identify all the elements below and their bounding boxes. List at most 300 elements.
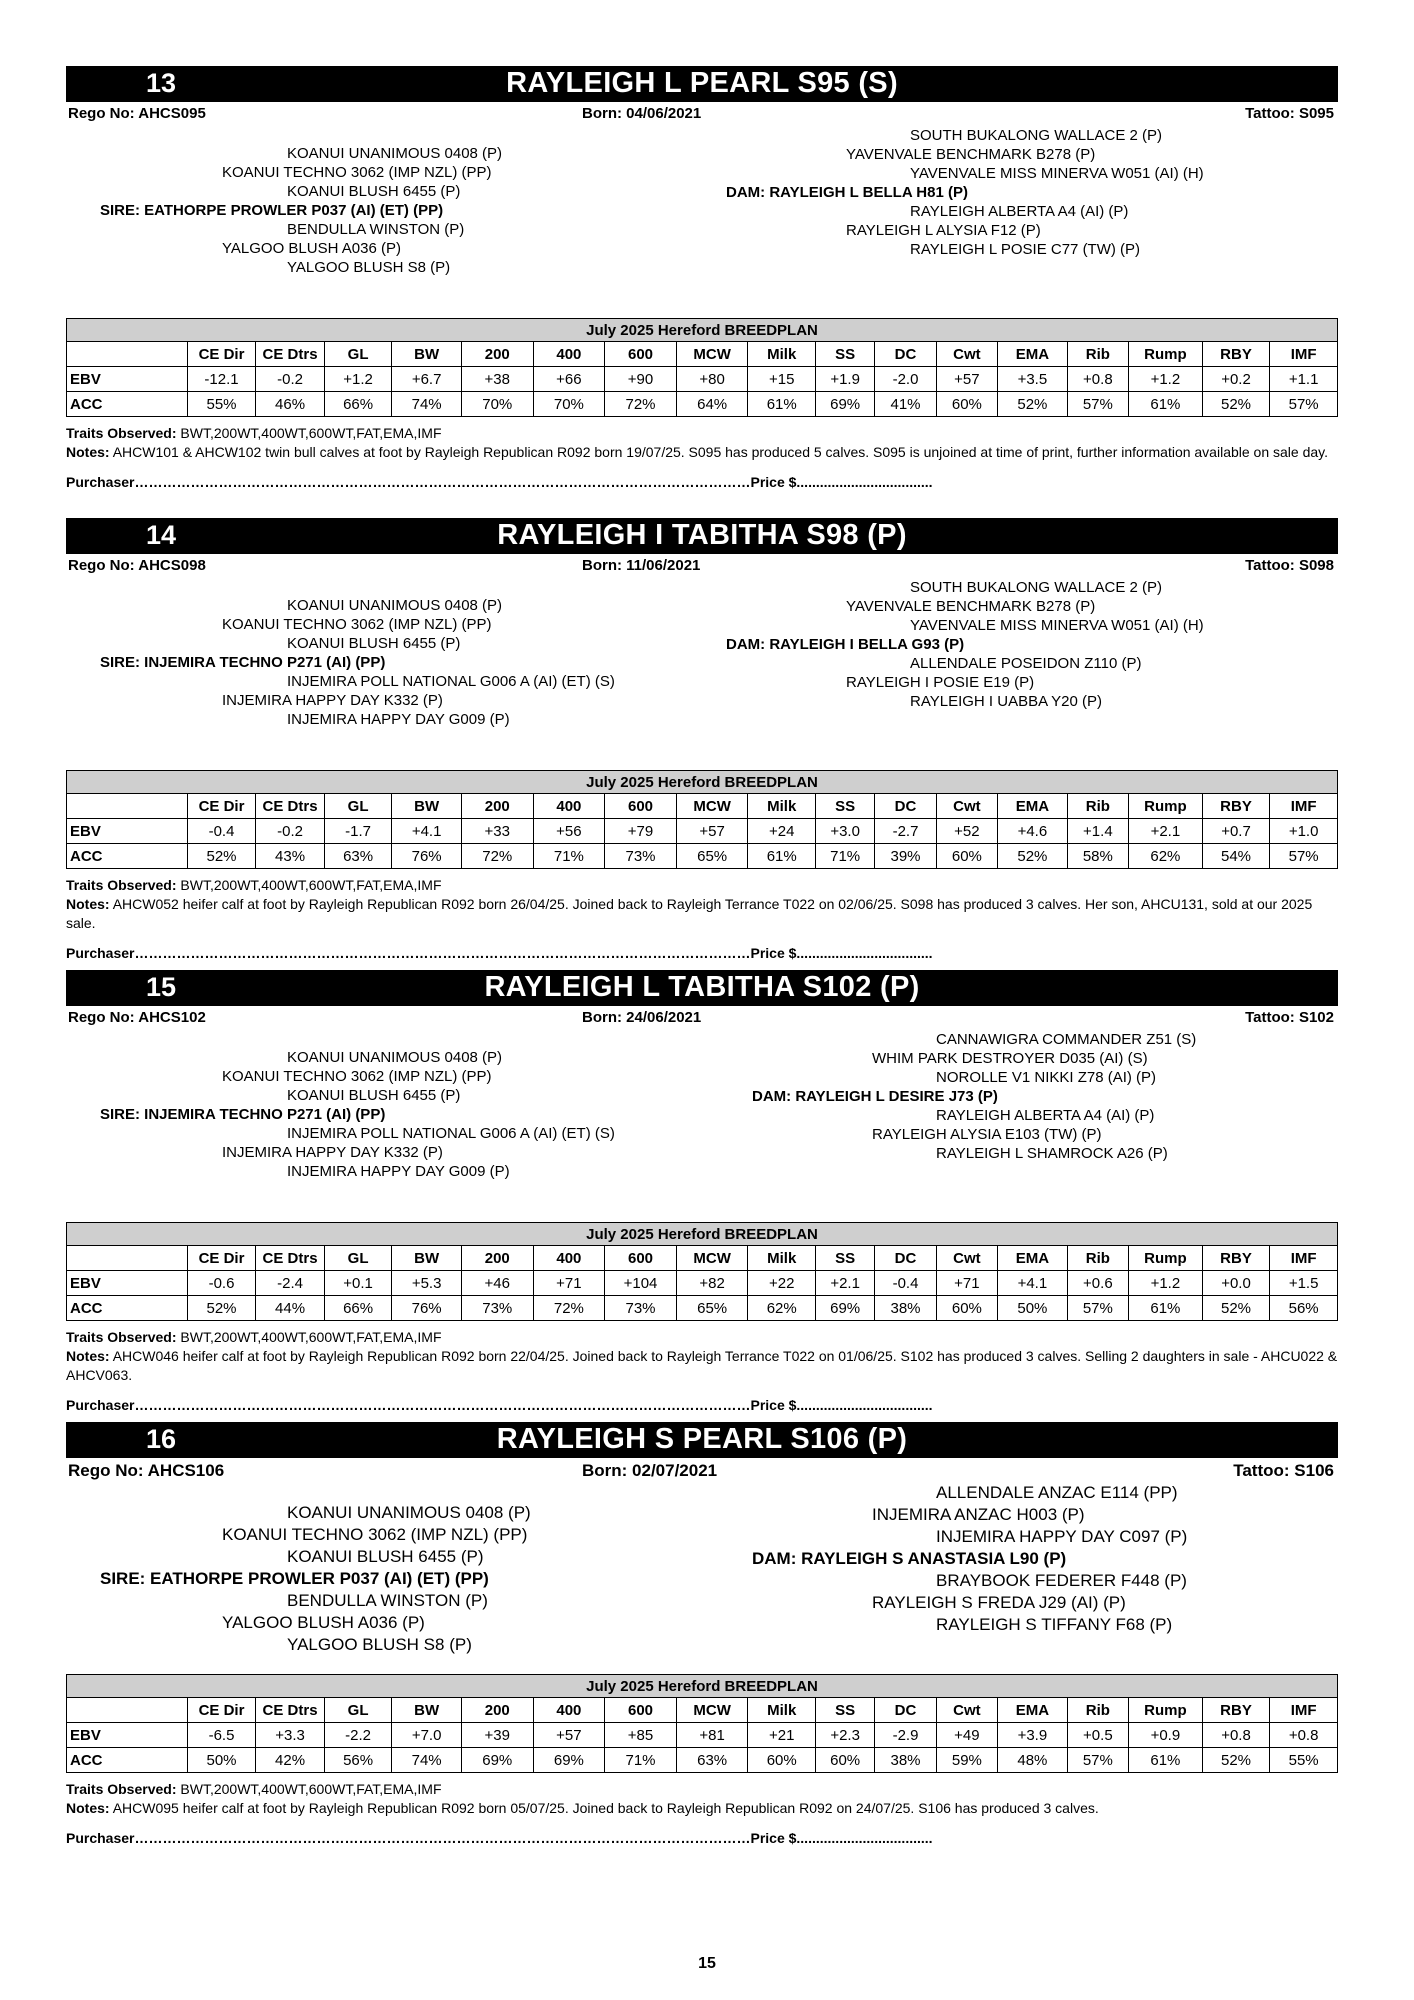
acc-value: 57% [1270,392,1338,417]
sire-name: SIRE: EATHORPE PROWLER P037 (AI) (ET) (PP) [100,1569,489,1588]
acc-value: 58% [1067,844,1128,869]
traits-observed: BWT,200WT,400WT,600WT,FAT,EMA,IMF [180,1329,442,1345]
ebv-value: -1.7 [324,819,392,844]
ebv-value: +1.4 [1067,819,1128,844]
notes-text: AHCW095 heifer calf at foot by Rayleigh Republican R092 born 05/07/25. Joined back to Rayleigh Republican R092 on 24/07/25. S106 has produced 3 calves. [112,1800,1099,1816]
acc-value: 65% [676,1296,748,1321]
ebv-value: +0.5 [1067,1723,1128,1748]
rego-number: Rego No: AHCS095 [68,105,206,122]
trait-header: EMA [998,1698,1068,1723]
acc-value: 55% [187,392,256,417]
sire-ancestor: KOANUI TECHNO 3062 (IMP NZL) (PP) [222,1525,528,1544]
traits-observed-line [66,876,1338,895]
ebv-value: +4.1 [998,1271,1068,1296]
acc-value: 69% [533,1748,605,1773]
traits-observed-line [66,424,1338,443]
sire-ancestor: INJEMIRA HAPPY DAY K332 (P) [222,1144,443,1161]
ebv-value: +0.8 [1067,367,1128,392]
acc-value: 72% [461,844,533,869]
ebv-value: +0.7 [1202,819,1270,844]
sire-ancestor: KOANUI TECHNO 3062 (IMP NZL) (PP) [222,1068,492,1085]
table-title-row [67,771,1338,794]
ebv-value: -12.1 [187,367,256,392]
acc-value: 38% [875,1296,936,1321]
trait-header: Milk [748,1698,816,1723]
acc-value: 69% [815,392,874,417]
dam-ancestor: RAYLEIGH I UABBA Y20 (P) [910,693,1103,710]
birth-date: Born: 04/06/2021 [582,105,702,122]
ebv-value: -2.0 [875,367,936,392]
ebv-label: EBV [67,819,188,844]
notes-block [66,1328,1338,1385]
notes-label: Notes: [66,896,110,912]
trait-header: SS [815,1246,874,1271]
lot-banner [66,970,1338,1006]
trait-header: DC [875,794,936,819]
ebv-value: +1.2 [324,367,392,392]
ebv-label: EBV [67,1723,188,1748]
acc-label: ACC [67,1748,188,1773]
trait-header: 600 [605,794,677,819]
ebv-value: +81 [676,1723,748,1748]
ebv-value: +57 [936,367,997,392]
dam-ancestor: INJEMIRA ANZAC H003 (P) [872,1505,1085,1524]
trait-header: BW [392,1246,462,1271]
acc-value: 52% [1202,1296,1270,1321]
trait-header: 400 [533,1246,605,1271]
acc-value: 73% [605,844,677,869]
acc-value: 54% [1202,844,1270,869]
acc-value: 76% [392,844,462,869]
trait-header: 400 [533,1698,605,1723]
trait-header: CE Dir [187,1246,256,1271]
trait-header: 200 [461,794,533,819]
acc-value: 52% [1202,1748,1270,1773]
ebv-value: +79 [605,819,677,844]
breedplan-table [66,770,1338,869]
header-corner [67,1246,188,1271]
ebv-value: +2.1 [815,1271,874,1296]
trait-header-row [67,1246,1338,1271]
birth-date: Born: 11/06/2021 [582,557,701,574]
ebv-value: +3.9 [998,1723,1068,1748]
lot-entry [66,66,1338,490]
trait-header: EMA [998,794,1068,819]
dam-ancestor: ALLENDALE ANZAC E114 (PP) [936,1483,1178,1502]
tattoo: Tattoo: S098 [1245,557,1334,574]
animal-name: RAYLEIGH S PEARL S106 (P) [496,1423,908,1455]
acc-value: 60% [815,1748,874,1773]
acc-value: 61% [1129,1748,1203,1773]
trait-header: 200 [461,342,533,367]
animal-name: RAYLEIGH I TABITHA S98 (P) [497,519,907,551]
dam-ancestor: RAYLEIGH L POSIE C77 (TW) (P) [910,241,1141,258]
dam-ancestor: RAYLEIGH L SHAMROCK A26 (P) [936,1145,1168,1162]
info-row [66,102,1338,124]
sire-ancestor: KOANUI BLUSH 6455 (P) [287,1547,484,1566]
acc-value: 73% [461,1296,533,1321]
sire-ancestor: KOANUI BLUSH 6455 (P) [287,1087,461,1104]
dam-ancestor: YAVENVALE BENCHMARK B278 (P) [846,598,1096,615]
trait-header: CE Dtrs [256,1698,325,1723]
ebv-value: +0.6 [1067,1271,1128,1296]
ebv-value: -2.9 [875,1723,936,1748]
trait-header: GL [324,342,392,367]
dam-ancestor: CANNAWIGRA COMMANDER Z51 (S) [936,1031,1197,1048]
trait-header: Cwt [936,794,997,819]
trait-header: CE Dir [187,794,256,819]
ebv-value: +1.1 [1270,367,1338,392]
ebv-value: -2.4 [256,1271,325,1296]
trait-header: Cwt [936,1698,997,1723]
trait-header: Rib [1067,794,1128,819]
acc-value: 70% [461,392,533,417]
acc-value: 73% [605,1296,677,1321]
notes-label: Notes: [66,1348,110,1364]
trait-header: GL [324,1246,392,1271]
ebv-value: +3.5 [998,367,1068,392]
trait-header: IMF [1270,342,1338,367]
acc-value: 69% [815,1296,874,1321]
traits-observed-label: Traits Observed: [66,877,177,893]
ebv-row [67,1271,1338,1296]
acc-value: 60% [936,392,997,417]
animal-name: RAYLEIGH L PEARL S95 (S) [506,67,898,99]
header-corner [67,1698,188,1723]
purchaser-line: Purchaser……………………………………………………………………………………………………………………Price $................................... [66,945,933,961]
ebv-value: +4.6 [998,819,1068,844]
notes-text: AHCW101 & AHCW102 twin bull calves at foot by Rayleigh Republican R092 born 19/07/25. S095 has produced 5 calves. S095 is unjoined at time of print, further information available on sale day. [112,444,1329,460]
info-row [66,1458,1338,1480]
purchaser-line: Purchaser……………………………………………………………………………………………………………………Price $................................... [66,1830,933,1846]
acc-value: 57% [1067,1748,1128,1773]
acc-value: 52% [998,844,1068,869]
notes-text: AHCW046 heifer calf at foot by Rayleigh Republican R092 born 22/04/25. Joined back to Rayleigh Terrance T022 on 01/06/25. S102 has produced 3 calves. Selling 2 daughters in sale - AHCU022 & AHCV063. [66,1348,1338,1383]
ebv-value: +15 [748,367,816,392]
ebv-value: +0.8 [1270,1723,1338,1748]
traits-observed: BWT,200WT,400WT,600WT,FAT,EMA,IMF [180,1781,442,1797]
ebv-value: -2.7 [875,819,936,844]
acc-value: 56% [324,1748,392,1773]
acc-value: 64% [676,392,748,417]
traits-observed-label: Traits Observed: [66,425,177,441]
sire-ancestor: YALGOO BLUSH A036 (P) [222,1613,425,1632]
dam-name: DAM: RAYLEIGH I BELLA G93 (P) [726,636,965,653]
acc-value: 61% [1129,1296,1203,1321]
dam-ancestor: YAVENVALE MISS MINERVA W051 (AI) (H) [910,617,1204,634]
purchaser-line: Purchaser……………………………………………………………………………………………………………………Price $................................... [66,1397,933,1413]
ebv-value: +6.7 [392,367,462,392]
ebv-value: +3.3 [256,1723,325,1748]
lot-entry [66,1422,1338,1846]
info-row [66,1006,1338,1028]
breedplan-table [66,1222,1338,1321]
ebv-value: +3.0 [815,819,874,844]
sire-ancestor: KOANUI UNANIMOUS 0408 (P) [287,1503,531,1522]
trait-header: Cwt [936,342,997,367]
trait-header: BW [392,342,462,367]
ebv-value: -0.2 [256,819,325,844]
ebv-value: +24 [748,819,816,844]
acc-value: 66% [324,1296,392,1321]
trait-header: MCW [676,794,748,819]
acc-value: 63% [324,844,392,869]
ebv-value: +46 [461,1271,533,1296]
acc-value: 52% [1202,392,1270,417]
dam-ancestor: RAYLEIGH S TIFFANY F68 (P) [936,1615,1173,1634]
ebv-value: +66 [533,367,605,392]
lot-banner [66,66,1338,102]
acc-value: 72% [533,1296,605,1321]
sire-ancestor: KOANUI BLUSH 6455 (P) [287,635,461,652]
notes-line [66,1799,1338,1818]
notes-line [66,443,1338,462]
dam-ancestor: YAVENVALE MISS MINERVA W051 (AI) (H) [910,165,1204,182]
sire-ancestor: INJEMIRA HAPPY DAY G009 (P) [287,711,510,728]
acc-value: 70% [533,392,605,417]
dam-ancestor: ALLENDALE POSEIDON Z110 (P) [910,655,1142,672]
ebv-value: +0.9 [1129,1723,1203,1748]
trait-header: BW [392,794,462,819]
trait-header: RBY [1202,1698,1270,1723]
ebv-value: +1.0 [1270,819,1338,844]
ebv-value: +0.0 [1202,1271,1270,1296]
table-title-row [67,1675,1338,1698]
ebv-value: -2.2 [324,1723,392,1748]
trait-header-row [67,794,1338,819]
sire-name: SIRE: INJEMIRA TECHNO P271 (AI) (PP) [100,1106,386,1123]
notes-block [66,424,1338,462]
acc-value: 52% [187,1296,256,1321]
traits-observed-label: Traits Observed: [66,1781,177,1797]
ebv-value: +56 [533,819,605,844]
ebv-value: +1.9 [815,367,874,392]
ebv-row [67,1723,1338,1748]
ebv-value: +0.1 [324,1271,392,1296]
notes-block [66,876,1338,933]
trait-header: DC [875,1698,936,1723]
dam-ancestor: RAYLEIGH ALYSIA E103 (TW) (P) [872,1126,1102,1143]
ebv-value: +1.2 [1129,367,1203,392]
trait-header: CE Dtrs [256,1246,325,1271]
ebv-value: -6.5 [187,1723,256,1748]
trait-header: RBY [1202,1246,1270,1271]
acc-value: 62% [1129,844,1203,869]
ebv-value: +80 [676,367,748,392]
breedplan-table [66,318,1338,417]
table-title-row [67,1223,1338,1246]
birth-date: Born: 24/06/2021 [582,1009,702,1026]
tattoo: Tattoo: S106 [1233,1461,1334,1480]
trait-header-row [67,1698,1338,1723]
rego-number: Rego No: AHCS102 [68,1009,206,1026]
ebv-value: +85 [605,1723,677,1748]
dam-ancestor: RAYLEIGH L ALYSIA F12 (P) [846,222,1041,239]
trait-header: Rump [1129,1246,1203,1271]
ebv-value: +2.1 [1129,819,1203,844]
trait-header: CE Dtrs [256,342,325,367]
trait-header: DC [875,1246,936,1271]
table-title: July 2025 Hereford BREEDPLAN [67,771,1338,794]
ebv-value: +71 [936,1271,997,1296]
ebv-row [67,367,1338,392]
dam-ancestor: RAYLEIGH ALBERTA A4 (AI) (P) [936,1107,1155,1124]
dam-ancestor: SOUTH BUKALONG WALLACE 2 (P) [910,127,1162,144]
dam-ancestor: RAYLEIGH ALBERTA A4 (AI) (P) [910,203,1129,220]
acc-value: 72% [605,392,677,417]
ebv-value: +21 [748,1723,816,1748]
trait-header: IMF [1270,1246,1338,1271]
acc-value: 71% [533,844,605,869]
trait-header: IMF [1270,1698,1338,1723]
lot-number: 14 [146,520,177,550]
dam-ancestor: WHIM PARK DESTROYER D035 (AI) (S) [872,1050,1148,1067]
dam-name: DAM: RAYLEIGH L DESIRE J73 (P) [752,1088,998,1105]
acc-value: 66% [324,392,392,417]
trait-header: Cwt [936,1246,997,1271]
ebv-value: +71 [533,1271,605,1296]
acc-value: 50% [998,1296,1068,1321]
trait-header: DC [875,342,936,367]
table-title-row [67,319,1338,342]
acc-value: 55% [1270,1748,1338,1773]
notes-label: Notes: [66,444,110,460]
trait-header: Milk [748,794,816,819]
trait-header: MCW [676,342,748,367]
trait-header: Rump [1129,1698,1203,1723]
sire-ancestor: INJEMIRA POLL NATIONAL G006 A (AI) (ET) (S) [287,1125,615,1142]
sire-ancestor: BENDULLA WINSTON (P) [287,221,465,238]
lot-number: 13 [146,68,177,98]
trait-header: SS [815,794,874,819]
table-title: July 2025 Hereford BREEDPLAN [67,1675,1338,1698]
acc-value: 62% [748,1296,816,1321]
sire-name: SIRE: INJEMIRA TECHNO P271 (AI) (PP) [100,654,386,671]
trait-header: EMA [998,1246,1068,1271]
acc-value: 65% [676,844,748,869]
lot-banner [66,518,1338,554]
dam-ancestor: BRAYBOOK FEDERER F448 (P) [936,1571,1187,1590]
acc-value: 52% [187,844,256,869]
dam-ancestor: NOROLLE V1 NIKKI Z78 (AI) (P) [936,1069,1157,1086]
lot-entry [66,970,1338,1413]
ebv-value: +49 [936,1723,997,1748]
trait-header: 400 [533,342,605,367]
ebv-value: +22 [748,1271,816,1296]
ebv-value: +0.8 [1202,1723,1270,1748]
acc-value: 69% [461,1748,533,1773]
acc-value: 61% [748,392,816,417]
ebv-value: +7.0 [392,1723,462,1748]
purchaser-line: Purchaser……………………………………………………………………………………………………………………Price $................................... [66,474,933,490]
trait-header: MCW [676,1246,748,1271]
trait-header: EMA [998,342,1068,367]
sire-ancestor: INJEMIRA HAPPY DAY K332 (P) [222,692,443,709]
ebv-value: -0.4 [875,1271,936,1296]
rego-number: Rego No: AHCS106 [68,1461,225,1480]
acc-value: 60% [748,1748,816,1773]
acc-value: 74% [392,1748,462,1773]
sire-ancestor: YALGOO BLUSH A036 (P) [222,240,401,257]
ebv-value: +90 [605,367,677,392]
acc-value: 56% [1270,1296,1338,1321]
trait-header: 400 [533,794,605,819]
dam-ancestor: YAVENVALE BENCHMARK B278 (P) [846,146,1096,163]
acc-value: 41% [875,392,936,417]
ebv-value: +4.1 [392,819,462,844]
acc-value: 76% [392,1296,462,1321]
ebv-value: -0.2 [256,367,325,392]
pedigree [66,1028,1338,1214]
dam-ancestor: RAYLEIGH S FREDA J29 (AI) (P) [872,1593,1126,1612]
ebv-value: +39 [461,1723,533,1748]
trait-header: RBY [1202,794,1270,819]
acc-label: ACC [67,392,188,417]
ebv-value: +2.3 [815,1723,874,1748]
acc-value: 42% [256,1748,325,1773]
trait-header: Rib [1067,1698,1128,1723]
trait-header: Rump [1129,342,1203,367]
acc-value: 61% [748,844,816,869]
acc-value: 74% [392,392,462,417]
notes-text: AHCW052 heifer calf at foot by Rayleigh Republican R092 born 26/04/25. Joined back to Rayleigh Terrance T022 on 02/06/25. S098 has produced 3 calves. Her son, AHCU131, sold at our 2025 sale. [66,896,1313,931]
acc-value: 57% [1270,844,1338,869]
pedigree [66,124,1338,310]
acc-value: 52% [998,392,1068,417]
acc-value: 71% [815,844,874,869]
tattoo: Tattoo: S095 [1245,105,1334,122]
acc-value: 61% [1129,392,1203,417]
trait-header: MCW [676,1698,748,1723]
acc-value: 38% [875,1748,936,1773]
lot-number: 16 [146,1424,177,1454]
ebv-value: -0.4 [187,819,256,844]
trait-header: Milk [748,342,816,367]
ebv-value: +57 [533,1723,605,1748]
trait-header: SS [815,342,874,367]
acc-value: 60% [936,1296,997,1321]
tattoo: Tattoo: S102 [1245,1009,1334,1026]
sire-ancestor: KOANUI BLUSH 6455 (P) [287,183,461,200]
acc-value: 60% [936,844,997,869]
sire-ancestor: INJEMIRA POLL NATIONAL G006 A (AI) (ET) (S) [287,673,615,690]
header-corner [67,794,188,819]
acc-label: ACC [67,1296,188,1321]
breedplan-table [66,1674,1338,1773]
acc-row [67,1296,1338,1321]
ebv-value: +57 [676,819,748,844]
trait-header: 200 [461,1246,533,1271]
ebv-value: +104 [605,1271,677,1296]
animal-name: RAYLEIGH L TABITHA S102 (P) [484,971,920,1003]
lot-entry [66,518,1338,961]
table-title: July 2025 Hereford BREEDPLAN [67,1223,1338,1246]
acc-value: 71% [605,1748,677,1773]
ebv-row [67,819,1338,844]
trait-header: BW [392,1698,462,1723]
sire-ancestor: KOANUI TECHNO 3062 (IMP NZL) (PP) [222,164,492,181]
trait-header: GL [324,1698,392,1723]
notes-label: Notes: [66,1800,110,1816]
traits-observed-line [66,1780,1338,1799]
acc-row [67,1748,1338,1773]
ebv-value: +0.2 [1202,367,1270,392]
notes-line [66,1347,1338,1385]
trait-header: Rump [1129,794,1203,819]
ebv-value: +1.5 [1270,1271,1338,1296]
trait-header: CE Dtrs [256,794,325,819]
notes-block [66,1780,1338,1818]
